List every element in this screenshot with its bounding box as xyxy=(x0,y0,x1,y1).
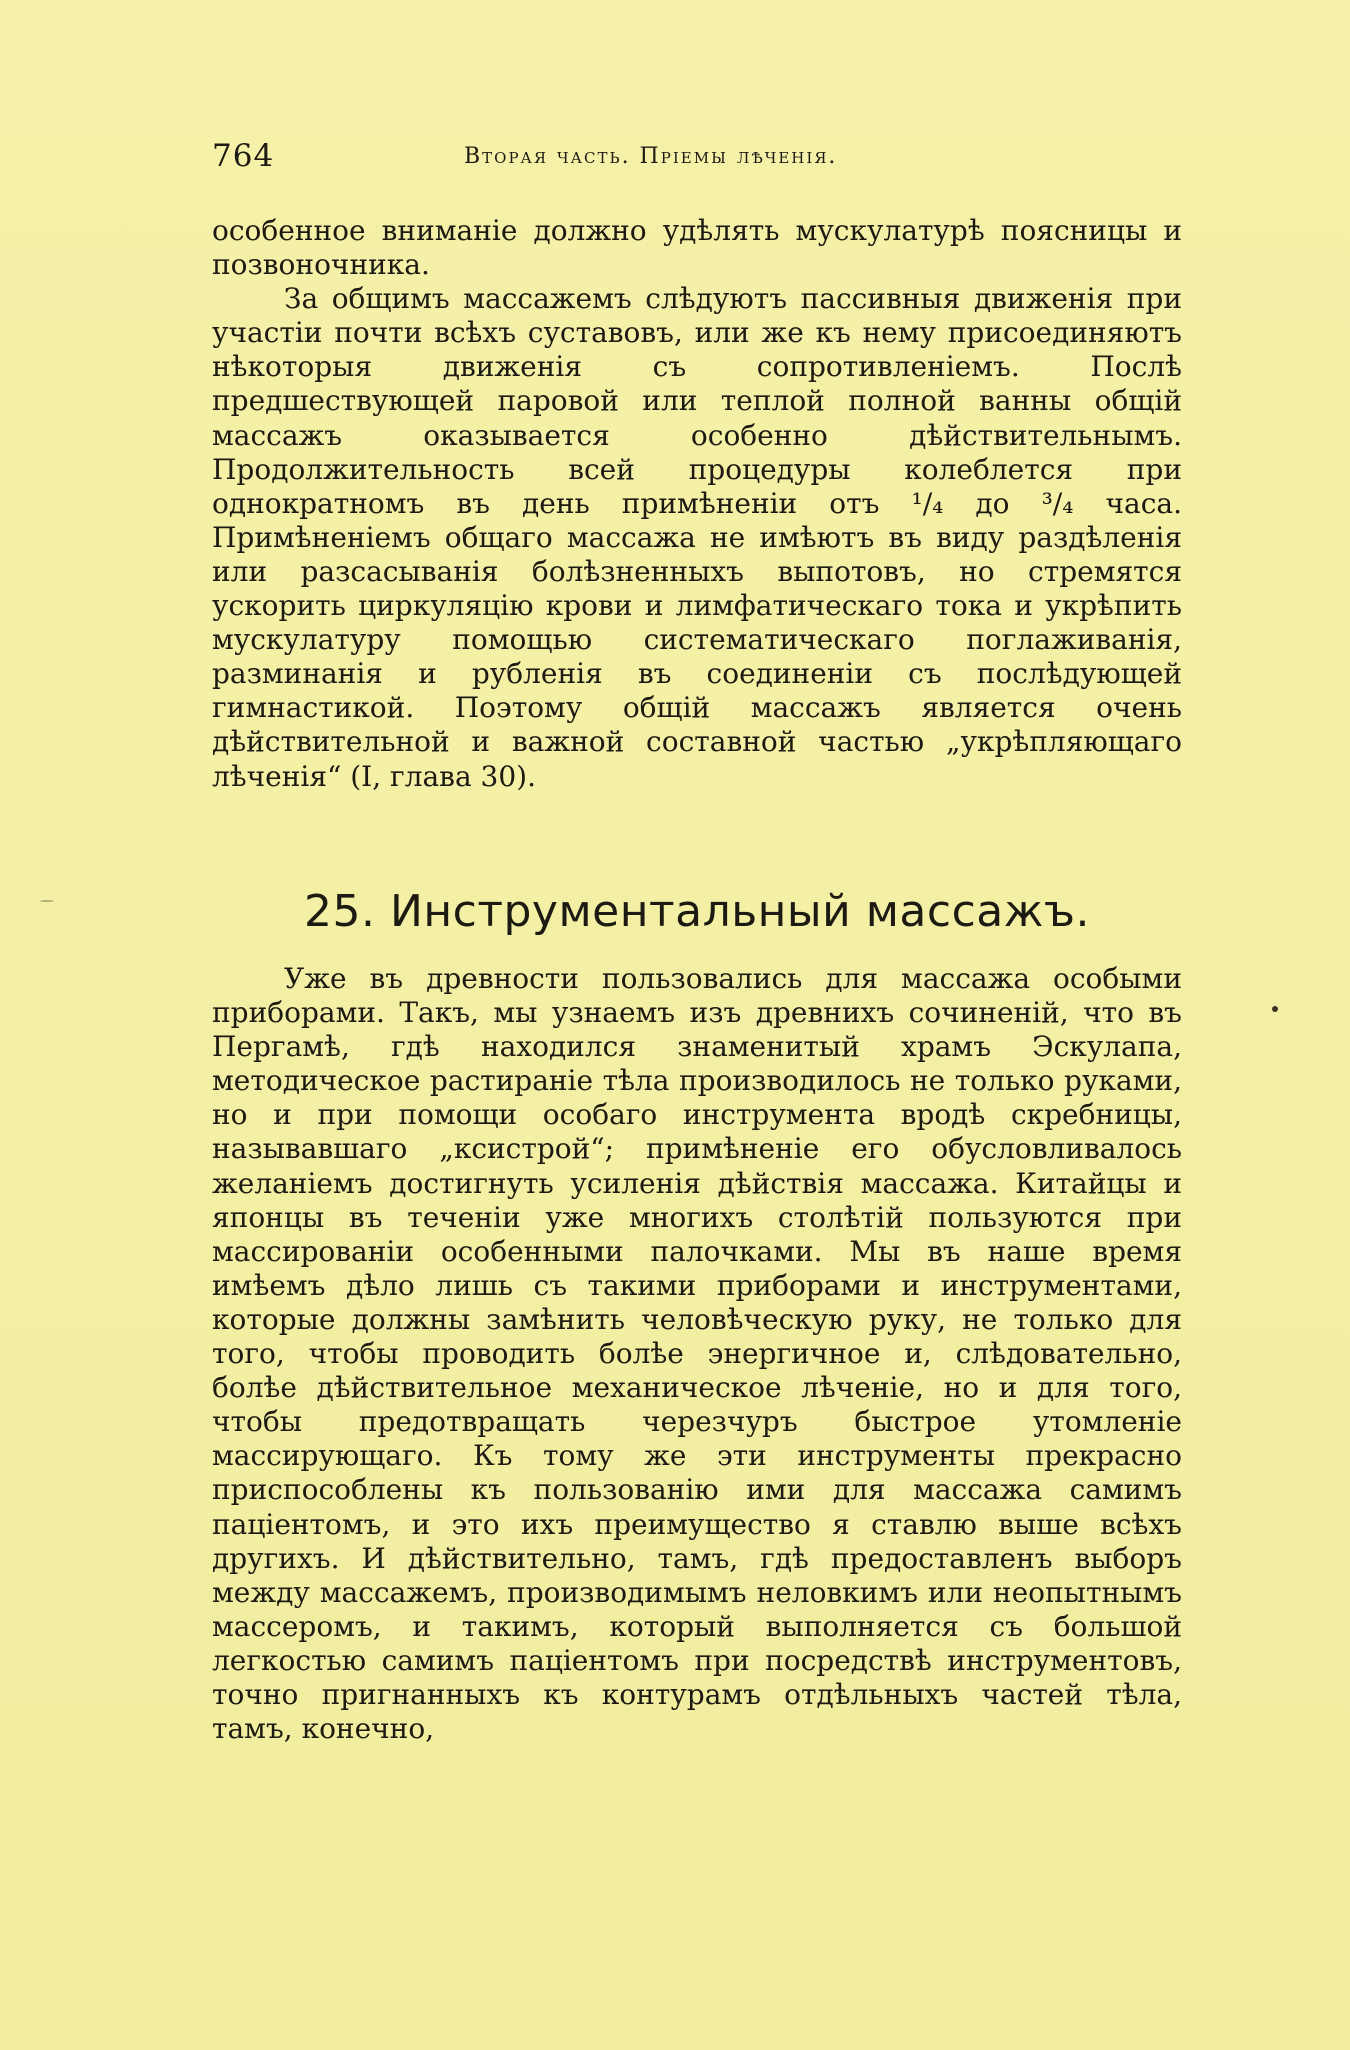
running-head xyxy=(212,138,1182,182)
section-heading: 25. Инструментальный массажъ. xyxy=(304,886,1090,937)
page-number: 764 xyxy=(212,138,275,174)
paragraph-continued: особенное вниманіе должно удѣлять мускулатурѣ поясницы и позвоночника. xyxy=(212,214,1182,282)
paragraph-general-massage: За общимъ массажемъ слѣдуютъ пассивныя движенія при участіи почти всѣхъ суставовъ, или же къ нему присоединяютъ нѣкоторыя движенія съ сопротивленіемъ. Послѣ предшествующей паровой или теплой полной ванны общій массажъ оказывается особенно дѣйствительнымъ. Продолжительность всей процедуры колеблется при однократномъ въ день примѣненіи отъ ¹/₄ до ³/₄ часа. Примѣненіемъ общаго массажа не имѣютъ въ виду раздѣленія или разсасыванія болѣзненныхъ выпотовъ, но стремятся ускорить циркуляцію крови и лимфатическаго тока и укрѣпить мускулатуру помощью систематическаго поглаживанія, разминанія и рубленія въ соединеніи съ послѣдующей гимнастикой. Поэтому общій массажъ является очень дѣйствительной и важной составной частью „укрѣпляющаго лѣченія“ (I, глава 30). xyxy=(212,282,1182,793)
running-title: Вторая часть. Пріемы лѣченія. xyxy=(464,144,838,169)
section-25-body xyxy=(212,962,1182,1746)
section-24-ending xyxy=(212,214,1182,794)
print-speck xyxy=(1272,1006,1278,1012)
print-speck xyxy=(40,900,54,902)
paragraph-instrumental-massage: Уже въ древности пользовались для массажа особыми приборами. Такъ, мы узнаемъ изъ древнихъ сочиненій, что въ Пергамѣ, гдѣ находился знаменитый храмъ Эскулапа, методическое растираніе тѣла производилось не только руками, но и при помощи особаго инструмента вродѣ скребницы, называвшаго „ксистрой“; примѣненіе его обусловливалось желаніемъ достигнуть усиленія дѣйствія массажа. Китайцы и японцы въ теченіи уже многихъ столѣтій пользуются при массированіи особенными палочками. Мы въ наше время имѣемъ дѣло лишь съ такими приборами и инструментами, которые должны замѣнить человѣческую руку, не только для того, чтобы проводить болѣе энергичное и, слѣдовательно, болѣе дѣйствительное механическое лѣченіе, но и для того, чтобы предотвращать черезчуръ быстрое утомленіе массирующаго. Къ тому же эти инструменты прекрасно приспособлены къ пользованію ими для массажа самимъ паціентомъ, и это ихъ преимущество я ставлю выше всѣхъ другихъ. И дѣйствительно, тамъ, гдѣ предоставленъ выборъ между массажемъ, производимымъ неловкимъ или неопытнымъ массеромъ, и такимъ, который выполняется съ большой легкостью самимъ паціентомъ при посредствѣ инструментовъ, точно пригнанныхъ къ контурамъ отдѣльныхъ частей тѣла, тамъ, конечно, xyxy=(212,962,1182,1746)
